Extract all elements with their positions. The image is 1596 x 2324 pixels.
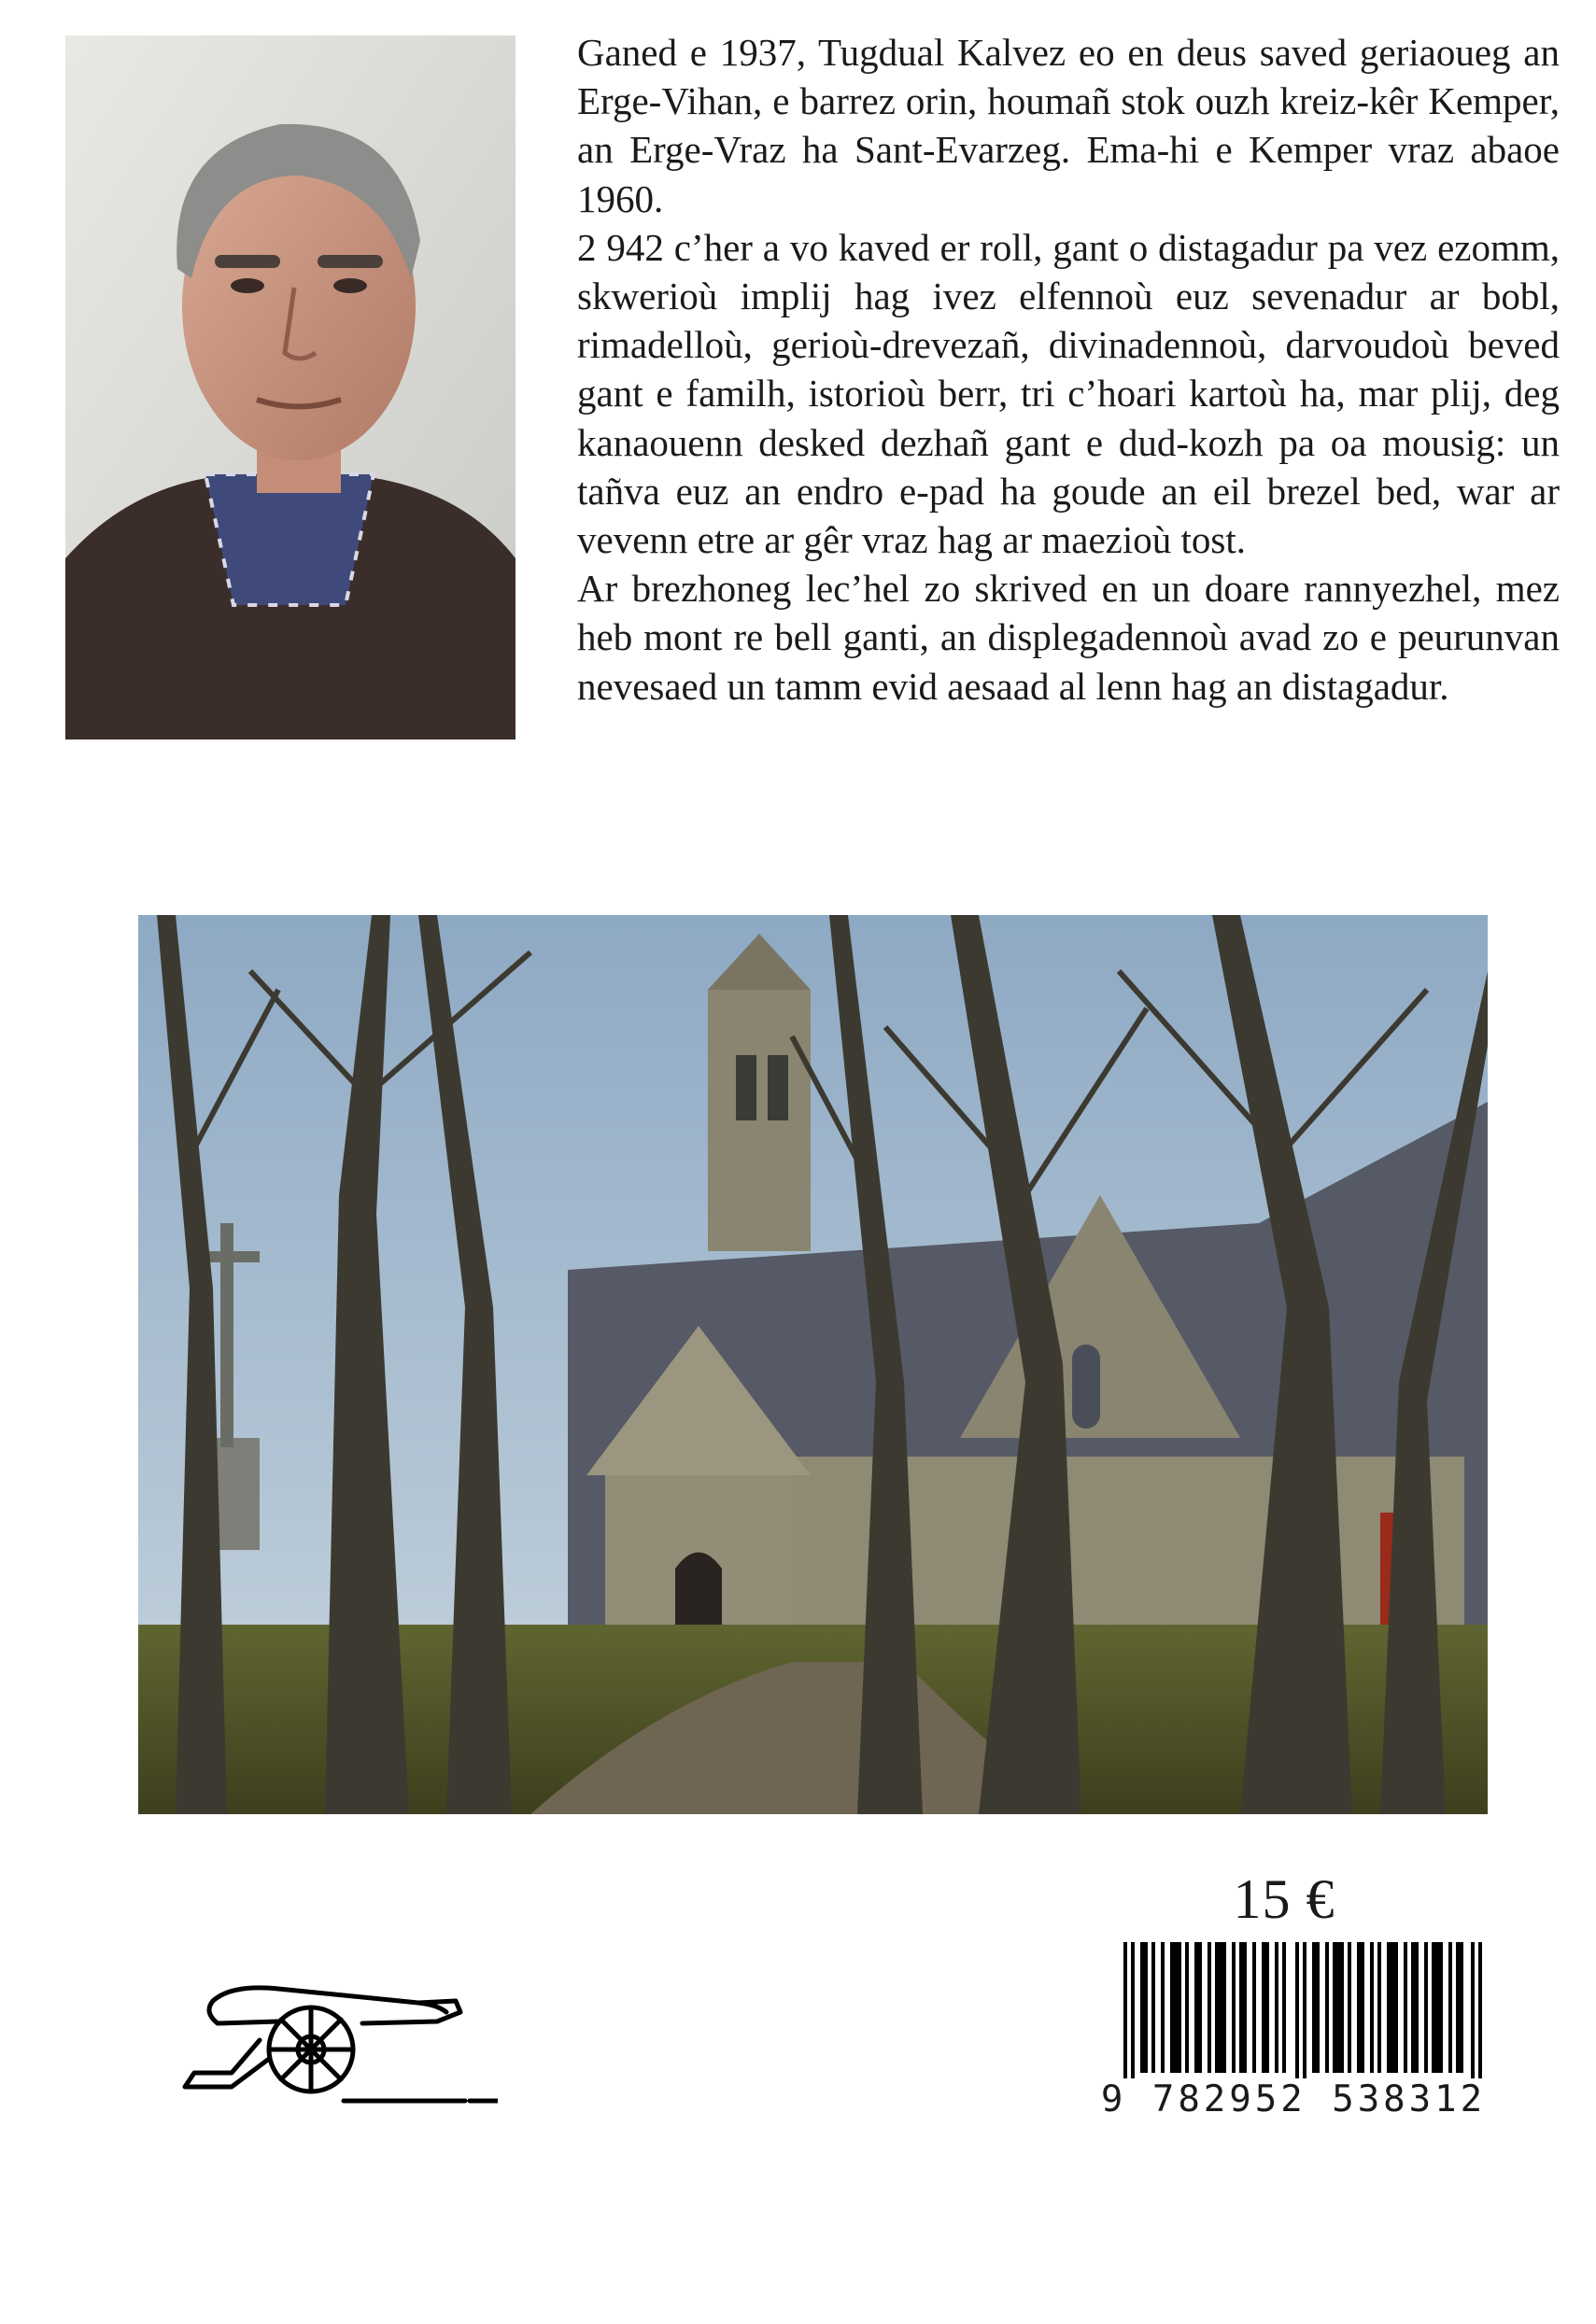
portrait-spacer [65, 28, 577, 738]
cannon-logo [176, 1947, 498, 2110]
isbn-number: 9 782952 538312 [1097, 2078, 1490, 2120]
chapel-photo [138, 915, 1488, 1814]
bio-paragraph-1: Ganed e 1937, Tugdual Kalvez eo en deus saved geriaoueg an Erge-Vihan, e barrez orin, houmañ stok ouzh kreiz-kêr Kemper, an Erge-Vraz ha Sant-Evarzeg. Ema-hi e Kemper vraz abaoe 1960. [577, 31, 1560, 220]
barcode-icon [1123, 1942, 1483, 2082]
cannon-logo-icon [176, 1947, 498, 2110]
bio-paragraph-2: 2 942 c’her a vo kaved er roll, gant o distagadur pa vez ezomm, skwerioù implij hag ivez elfennoù euz sevenadur ar bobl, rimadelloù, gerioù-drevezañ, divinadennoù, darvoudoù beved gant e familh, istorioù berr, tri c’hoari kartoù ha, mar plij, deg kanaouenn desked dezhañ gant e dud-kozh pa oa mousig: un tañva euz an endro e-pad ha goude an eil brezel bed, war ar vevenn etre ar gêr vraz hag ar maezioù tost. [577, 225, 1560, 562]
bio-paragraph-3: Ar brezhoneg lec’hel zo skrived en un doare rannyezhel, mez heb mont re bell ganti, an displegadennoù avad zo e peurunvan nevesaed un tamm evid aesaad al lenn hag an distagadur. [577, 567, 1560, 708]
bio-text [65, 28, 1560, 738]
price-label: 15 € [1233, 1868, 1335, 1930]
